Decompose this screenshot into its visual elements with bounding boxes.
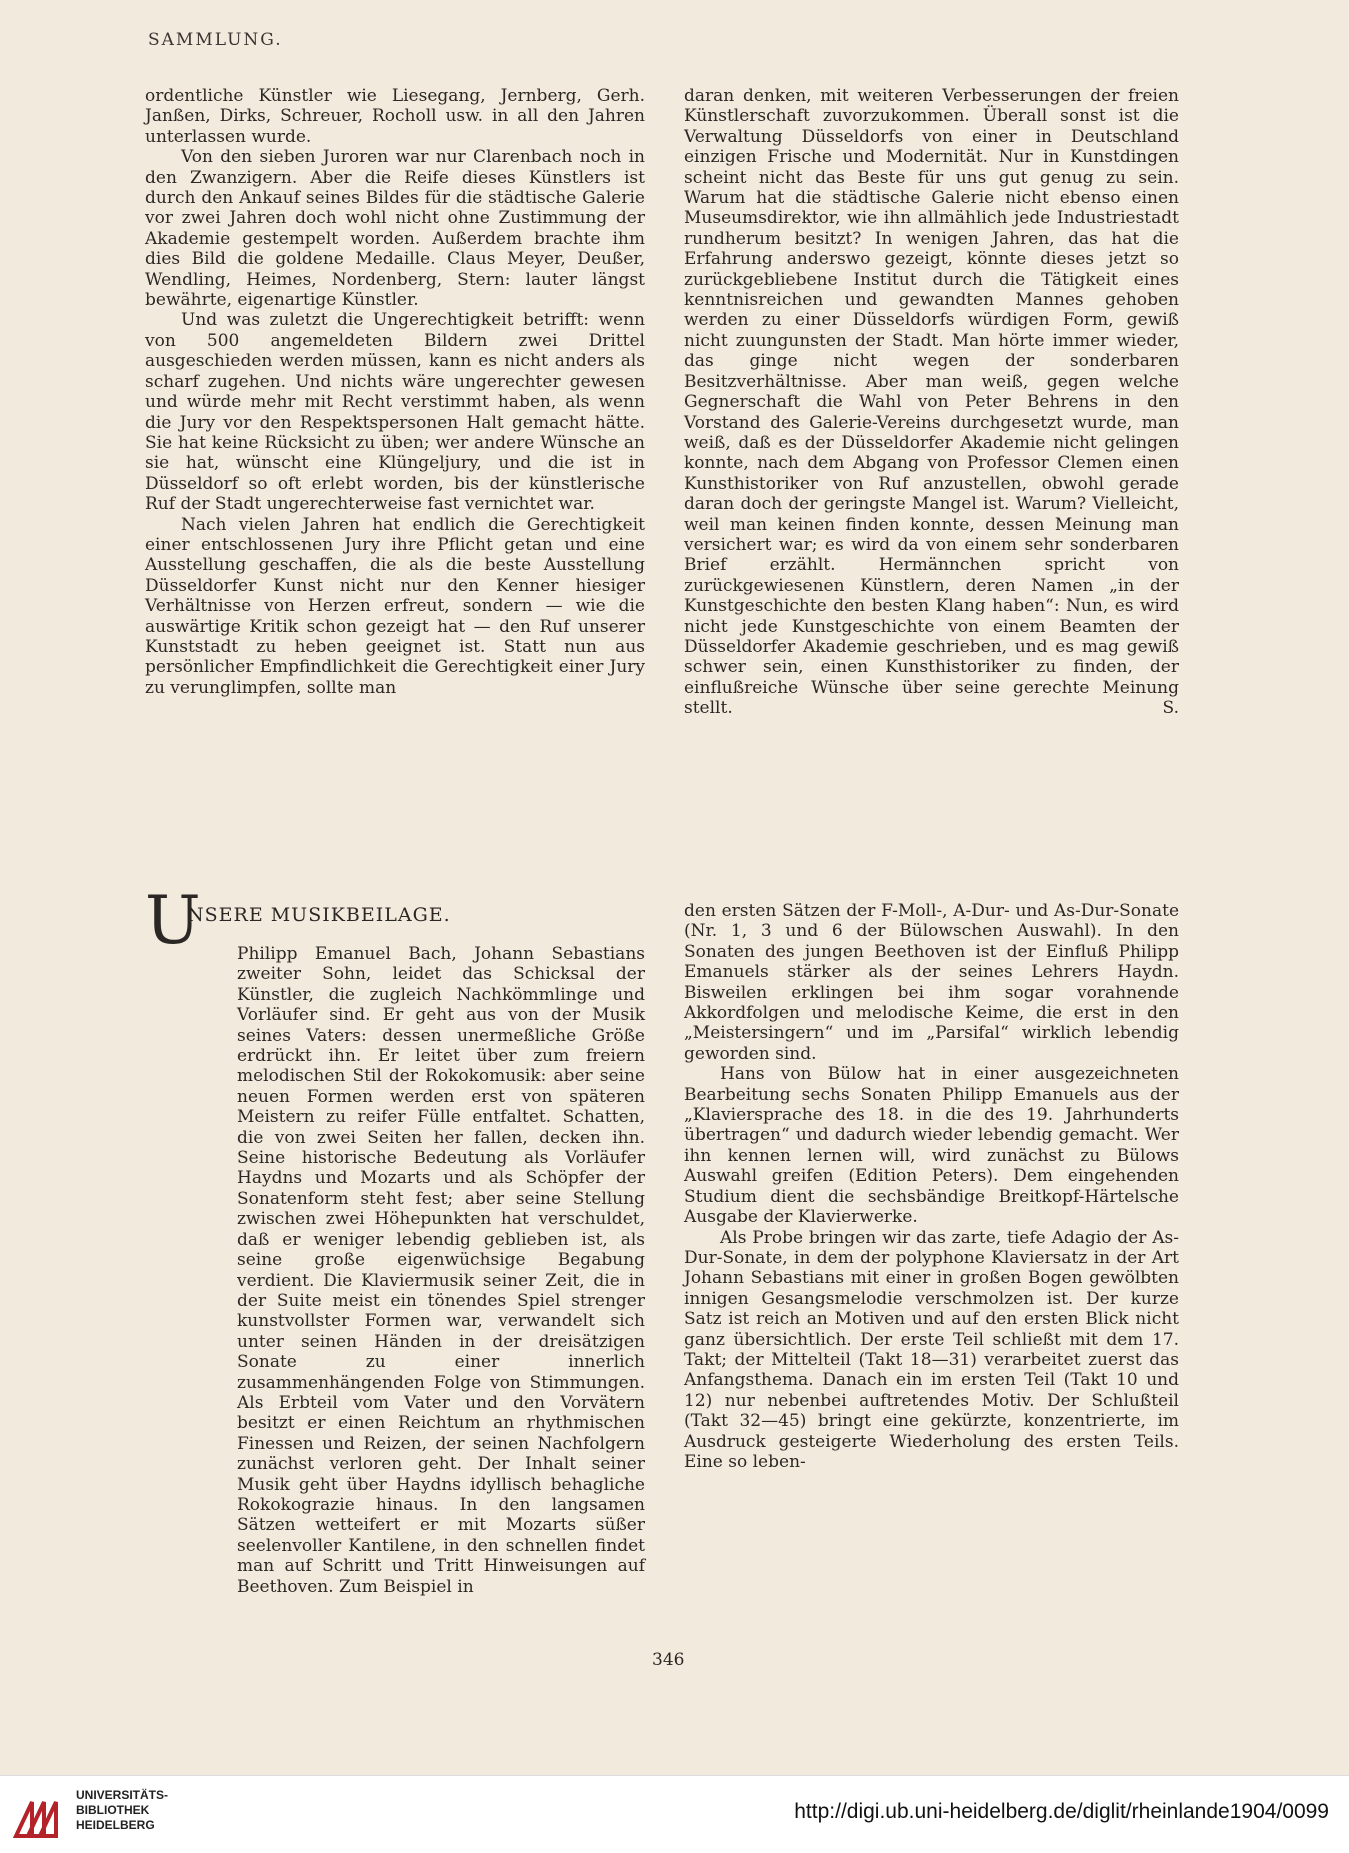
paragraph: Als Probe bringen wir das zarte, tiefe Adagio der As-Dur-Sonate, in dem der polyphone Klaviersatz in der Art Johann Sebastians mit einer in großen Bogen gewölbten innigen Gesangsmelodie verschmolzen ist. Der kurze Satz ist reich an Motiven und auf den ersten Blick nicht ganz übersichtlich. Der erste Teil schließt mit dem 17. Takt; der Mittelteil (Takt 18—31) verarbeitet zuerst das Anfangsthema. Danach ein im ersten Teil (Takt 10 und 12) nur nebenbei auftretendes Motiv. Der Schlußteil (Takt 32—45) bringt eine gekürzte, konzentrierte, im Ausdruck gesteigerte Wiederholung des ersten Teils. Eine so leben- [684, 1227, 1179, 1472]
ub-heidelberg-logo-icon[interactable] [12, 1790, 62, 1840]
left-column-bottom [145, 944, 645, 1597]
running-head: SAMMLUNG. [148, 30, 283, 50]
library-name [76, 1788, 168, 1833]
library-line: UNIVERSITÄTS- [76, 1788, 169, 1802]
paragraph: den ersten Sätzen der F-Moll-, A-Dur- und As-Dur-Sonate (Nr. 1, 3 und 6 der Bülowschen Auswahl). In den Sonaten des jungen Beethoven ist der Einfluß Philipp Emanuels stärker als der seines Lehrers Haydn. Bisweilen erklingen bei ihm sogar vorahnende Akkordfolgen und melodische Keime, die erst in den „Meistersingern“ und im „Parsifal“ wirklich lebendig geworden sind. [684, 901, 1179, 1064]
signature: S. [1162, 698, 1179, 719]
paragraph: Von den sieben Juroren war nur Clarenbach noch in den Zwanzigern. Aber die Reife dieses Künstlers ist durch den Ankauf seines Bildes für die städtische Galerie vor zwei Jahren doch wohl nicht ohne Zustimmung der Akademie gestempelt worden. Außerdem brachte ihm dies Bild die goldene Medaille. Claus Meyer, Deußer, Wendling, Heimes, Nordenberg, Stern: lauter längst bewährte, eigenartige Künstler. [145, 147, 645, 311]
source-url-link[interactable]: http://digi.ub.uni-heidelberg.de/diglit/rheinlande1904/0099 [794, 1800, 1329, 1823]
left-column-top [145, 86, 645, 698]
library-line: BIBLIOTHEK [76, 1803, 150, 1817]
paragraph: Philipp Emanuel Bach, Johann Sebastians zweiter Sohn, leidet das Schicksal der Künstler, die zugleich Nachkömmlinge und Vorläufer sind. Er geht aus von der Musik seines Vaters: dessen unermeßliche Größe erdrückt ihn. Er leitet über zum freiern melodischen Stil der Rokokomusik: aber seine neuen Formen werden erst von späteren Meistern zu reifer Fülle entfaltet. Schatten, die von zwei Seiten her fallen, decken ihn. Seine historische Bedeutung als Vorläufer Haydns und Mozarts und als Schöpfer der Sonatenform steht fest; aber seine Stellung zwischen zwei Höhepunkten hat verschuldet, daß er weniger lebendig geblieben ist, als seine große eigenwüchsige Begabung verdient. Die Klaviermusik seiner Zeit, die in der Suite meist ein tönendes Spiel strenger kunstvollster Formen war, verwandelt sich unter seinen Händen in der dreisätzigen Sonate zu einer innerlich zusammenhängenden Folge von Stimmungen. Als Erbteil vom Vater und den Vorvätern besitzt er einen Reichtum an rhythmischen Finessen und Reizen, der seinen Nachfolgern zunächst verloren geht. Der Inhalt seiner Musik geht über Haydns idyllisch behagliche Rokokograzie hinaus. In den langsamen Sätzen wetteifert er mit Mozarts süßer seelenvoller Kantilene, in den schnellen findet man auf Schritt und Tritt Hinweisungen auf Beethoven. Zum Beispiel in [237, 944, 645, 1597]
right-column-bottom [684, 901, 1179, 1472]
page-number: 346 [652, 1650, 685, 1670]
paragraph: ordentliche Künstler wie Liesegang, Jernberg, Gerh. Janßen, Dirks, Schreuer, Rocholl usw. in all den Jahren unterlassen wurde. [145, 86, 645, 147]
paragraph: Hans von Bülow hat in einer ausgezeichneten Bearbeitung sechs Sonaten Philipp Emanuels aus der „Klaviersprache des 18. in die des 19. Jahrhunderts übertragen“ und dadurch wieder lebendig gemacht. Wer ihn kennen lernen will, wird zunächst zu Bülows Auswahl greifen (Edition Peters). Dem eingehenden Studium dient die sechsbändige Breitkopf-Härtelsche Ausgabe der Klavierwerke. [684, 1064, 1179, 1228]
right-column-top [684, 86, 1179, 719]
dropcap: U [145, 882, 201, 959]
paragraph: Und was zuletzt die Ungerechtigkeit betrifft: wenn von 500 angemeldeten Bildern zwei Drittel ausgeschieden werden müssen, kann es nicht anders als scharf zugehen. Und nichts wäre ungerechter gewesen und würde mehr mit Recht verstimmt haben, als wenn die Jury vor den Respektspersonen Halt gemacht hätte. Sie hat keine Rücksicht zu üben; wer andere Wünsche an sie hat, wünscht eine Klüngeljury, und die ist in Düsseldorf so oft erlebt worden, bis der künstlerische Ruf der Stadt ungerechterweise fast vernichtet war. [145, 310, 645, 515]
footer [0, 1775, 1349, 1853]
paragraph: daran denken, mit weiteren Verbesserungen der freien Künstlerschaft zuvorzukommen. Überall sonst ist die Verwaltung Düsseldorfs von einer in Deutschland einzigen Frische und Modernität. Nur in Kunstdingen scheint nicht das Beste für uns gut genug zu sein. Warum hat die städtische Galerie nicht ebenso einen Museumsdirektor, wie ihn allmählich jede Industriestadt rundherum besitzt? In wenigen Jahren, das hat die Erfahrung anderswo gezeigt, könnte dieses jetzt so zurückgebliebene Institut durch die Tätigkeit eines kenntnisreichen und gewandten Mannes gehoben werden zu einer Düsseldorfs würdigen Form, gewiß nicht zuungunsten der Stadt. Man hörte immer wieder, das ginge nicht wegen der sonderbaren Besitzverhältnisse. Aber man weiß, gegen welche Gegnerschaft die Wahl von Peter Behrens in den Vorstand des Galerie-Vereins durchgesetzt wurde, man weiß, daß es der Düsseldorfer Akademie nicht gelingen konnte, nach dem Abgang von Professor Clemen einen Kunsthistoriker von Ruf anzustellen, obwohl gerade daran doch der geringste Mangel ist. Warum? Vielleicht, weil man keinen finden konnte, dessen Meinung man versichert war; es wird da von einem sehr sonderbaren Brief erzählt. Hermännchen spricht von zurückgewiesenen Künstlern, deren Namen „in der Kunstgeschichte den besten Klang haben“: Nun, es wird nicht jede Kunstgeschichte von einem Beamten der Düsseldorfer Akademie geschrieben, und es mag gewiß schwer sein, einen Kunsthistoriker zu finden, der einflußreiche Wünsche über seine gerechte Meinung stellt. [684, 86, 1179, 719]
library-line: HEIDELBERG [76, 1818, 155, 1832]
paragraph: Nach vielen Jahren hat endlich die Gerechtigkeit einer entschlossenen Jury ihre Pflicht getan und eine Ausstellung geschaffen, die als die beste Ausstellung Düsseldorfer Kunst nicht nur den Kenner hiesiger Verhältnisse von Herzen erfreut, sondern — wie die auswärtige Kritik schon gezeigt hat — den Ruf unserer Kunststadt zu heben geeignet ist. Statt nun aus persönlicher Empfindlichkeit die Gerechtigkeit einer Jury zu verunglimpfen, sollte man [145, 514, 645, 698]
section-title: NSERE MUSIKBEILAGE. [187, 904, 451, 926]
